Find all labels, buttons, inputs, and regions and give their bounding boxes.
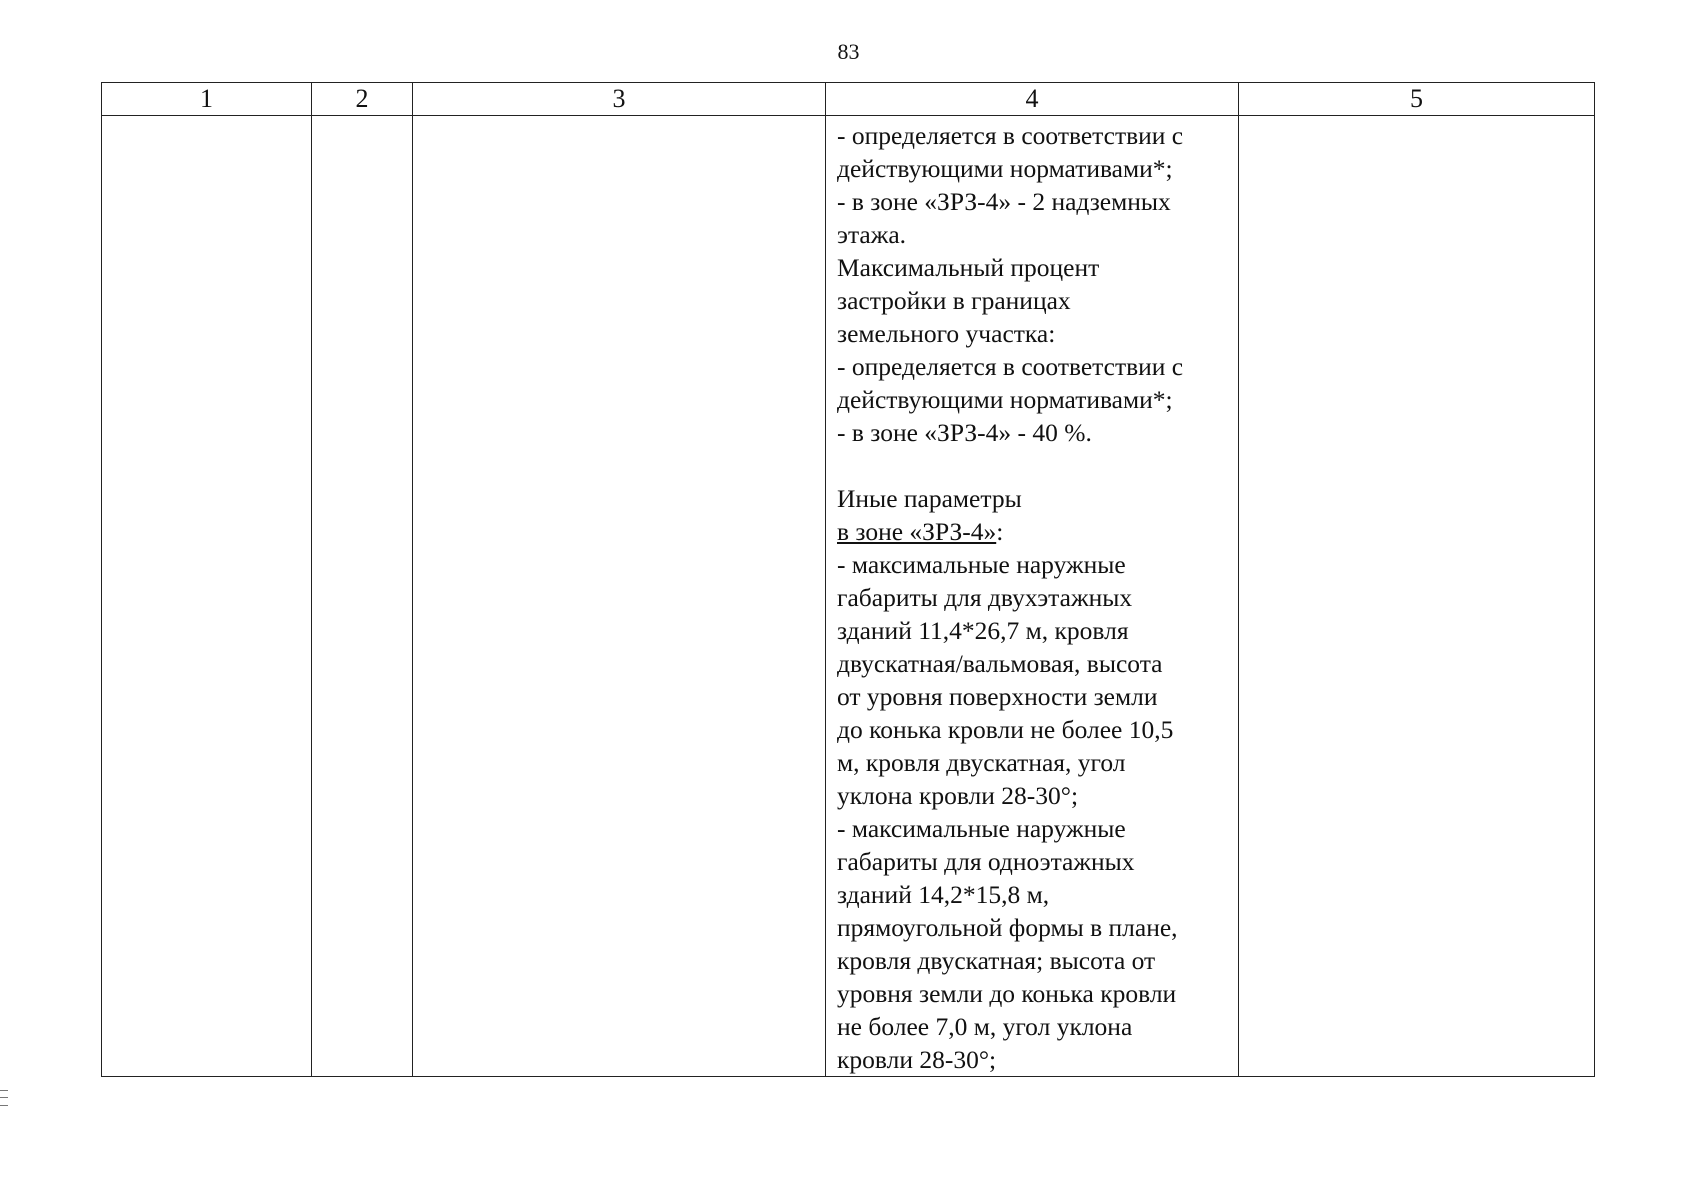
- text-line: действующими нормативами*;: [837, 154, 1173, 183]
- text-line: габариты для двухэтажных: [837, 583, 1133, 612]
- text-line: - в зоне «ЗРЗ-4» - 2 надземных: [837, 187, 1171, 216]
- header-col-5: 5: [1239, 83, 1595, 116]
- page-number: 83: [837, 39, 860, 64]
- table-row: [102, 116, 1595, 1077]
- scan-artifact: [0, 1090, 8, 1106]
- text-line: габариты для одноэтажных: [837, 847, 1135, 876]
- text-line: не более 7,0 м, угол уклона: [837, 1012, 1133, 1041]
- cell-col-2: [312, 116, 413, 1077]
- header-col-2: 2: [312, 83, 413, 116]
- cell-col-5: [1239, 116, 1595, 1077]
- text-line: м, кровля двускатная, угол: [837, 748, 1126, 777]
- text-line: от уровня поверхности земли: [837, 682, 1158, 711]
- zone-subheading-colon: :: [996, 517, 1004, 546]
- text-line: зданий 14,2*15,8 м,: [837, 880, 1050, 909]
- text-line: прямоугольной формы в плане,: [837, 913, 1178, 942]
- text-line: двускатная/вальмовая, высота: [837, 649, 1163, 678]
- text-line: этажа.: [837, 220, 907, 249]
- text-line: - максимальные наружные: [837, 550, 1126, 579]
- header-col-1: 1: [102, 83, 312, 116]
- zone-subheading: [837, 515, 1230, 548]
- text-line: до конька кровли не более 10,5: [837, 715, 1174, 744]
- text-line: - определяется в соответствии с: [837, 121, 1184, 150]
- header-col-4: 4: [826, 83, 1239, 116]
- cell-col-1: [102, 116, 312, 1077]
- text-line: зданий 11,4*26,7 м, кровля: [837, 616, 1129, 645]
- text-line: кровли 28-30°;: [837, 1045, 997, 1074]
- header-row: [102, 83, 1595, 116]
- regulations-table: [101, 82, 1595, 1077]
- zone-subheading-underlined: в зоне «ЗРЗ-4»: [837, 517, 997, 546]
- text-line: - определяется в соответствии с: [837, 352, 1184, 381]
- parameters-text: [826, 116, 1238, 1076]
- text-line: уклона кровли 28-30°;: [837, 781, 1079, 810]
- header-col-3: 3: [413, 83, 826, 116]
- text-line: кровля двускатная; высота от: [837, 946, 1156, 975]
- text-line: Иные параметры: [837, 484, 1022, 513]
- cell-col-3: [413, 116, 826, 1077]
- text-line: - максимальные наружные: [837, 814, 1126, 843]
- text-line: Максимальный процент: [837, 253, 1100, 282]
- text-line: застройки в границах: [837, 286, 1071, 315]
- text-line: действующими нормативами*;: [837, 385, 1173, 414]
- cell-col-4: [826, 116, 1239, 1077]
- text-line: земельного участка:: [837, 319, 1056, 348]
- text-line: - в зоне «ЗРЗ-4» - 40 %.: [837, 418, 1092, 447]
- blank-line: [837, 449, 1230, 482]
- text-line: уровня земли до конька кровли: [837, 979, 1177, 1008]
